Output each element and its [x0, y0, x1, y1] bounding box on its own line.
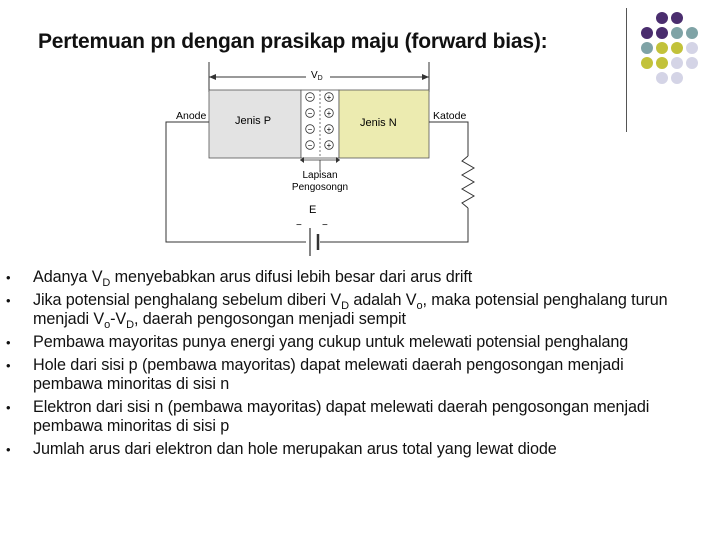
bullet-list	[6, 268, 696, 463]
anode-label: Anode	[176, 110, 207, 122]
bullet-item: • Jumlah arus dari elektron dan hole merupakan arus total yang lewat diode	[6, 440, 696, 459]
source-label: E	[309, 204, 317, 216]
vd-left-arrow	[209, 74, 216, 80]
minus-ion-sign: −	[307, 125, 313, 134]
n-region-label: Jenis N	[360, 117, 397, 129]
resistor	[462, 156, 474, 208]
plus-ion-sign: +	[326, 93, 332, 102]
bullet-item: • Hole dari sisi p (pembawa mayoritas) dapat melewati daerah pengosongan menjadi pembawa minoritas di sisi n	[6, 356, 696, 394]
plus-ion-sign: +	[326, 141, 332, 150]
battery-plus-sign: −	[322, 220, 328, 231]
katode-label: Katode	[433, 110, 467, 122]
vd-label: $V_D$	[311, 70, 323, 82]
slide-title: Pertemuan pn dengan prasikap maju (forward bias):	[38, 30, 548, 53]
minus-ion-sign: −	[307, 93, 313, 102]
depletion-label-line2: Pengosongn	[291, 182, 349, 193]
minus-ion-sign: −	[307, 109, 313, 118]
battery-minus-sign: −	[296, 220, 302, 231]
bullet-item: • Pembawa mayoritas punya energi yang cukup untuk melewati potensial penghalang	[6, 333, 696, 352]
minus-ion-sign: −	[307, 141, 313, 150]
right-wire-top	[429, 122, 468, 156]
bullet-item: • Elektron dari sisi n (pembawa mayoritas) dapat melewati daerah pengosongan menjadi pembawa minoritas di sisi p	[6, 398, 696, 436]
depletion-label-line1: Lapisan	[302, 170, 338, 181]
right-wire-bottom	[320, 208, 468, 242]
bullet-item: • Jika potensial penghalang sebelum diberi $V_D$ adalah $V_o$, maka potensial penghalang turun menjadi $V_o-V_D$, daerah pengosongan menjadi sempit	[6, 291, 696, 329]
bullet-item: • Adanya $V_D$ menyebabkan arus difusi lebih besar dari arus drift	[6, 268, 696, 287]
vd-right-arrow	[422, 74, 429, 80]
plus-ion-sign: +	[326, 109, 332, 118]
p-region-label: Jenis P	[235, 115, 272, 127]
plus-ion-sign: +	[326, 125, 332, 134]
